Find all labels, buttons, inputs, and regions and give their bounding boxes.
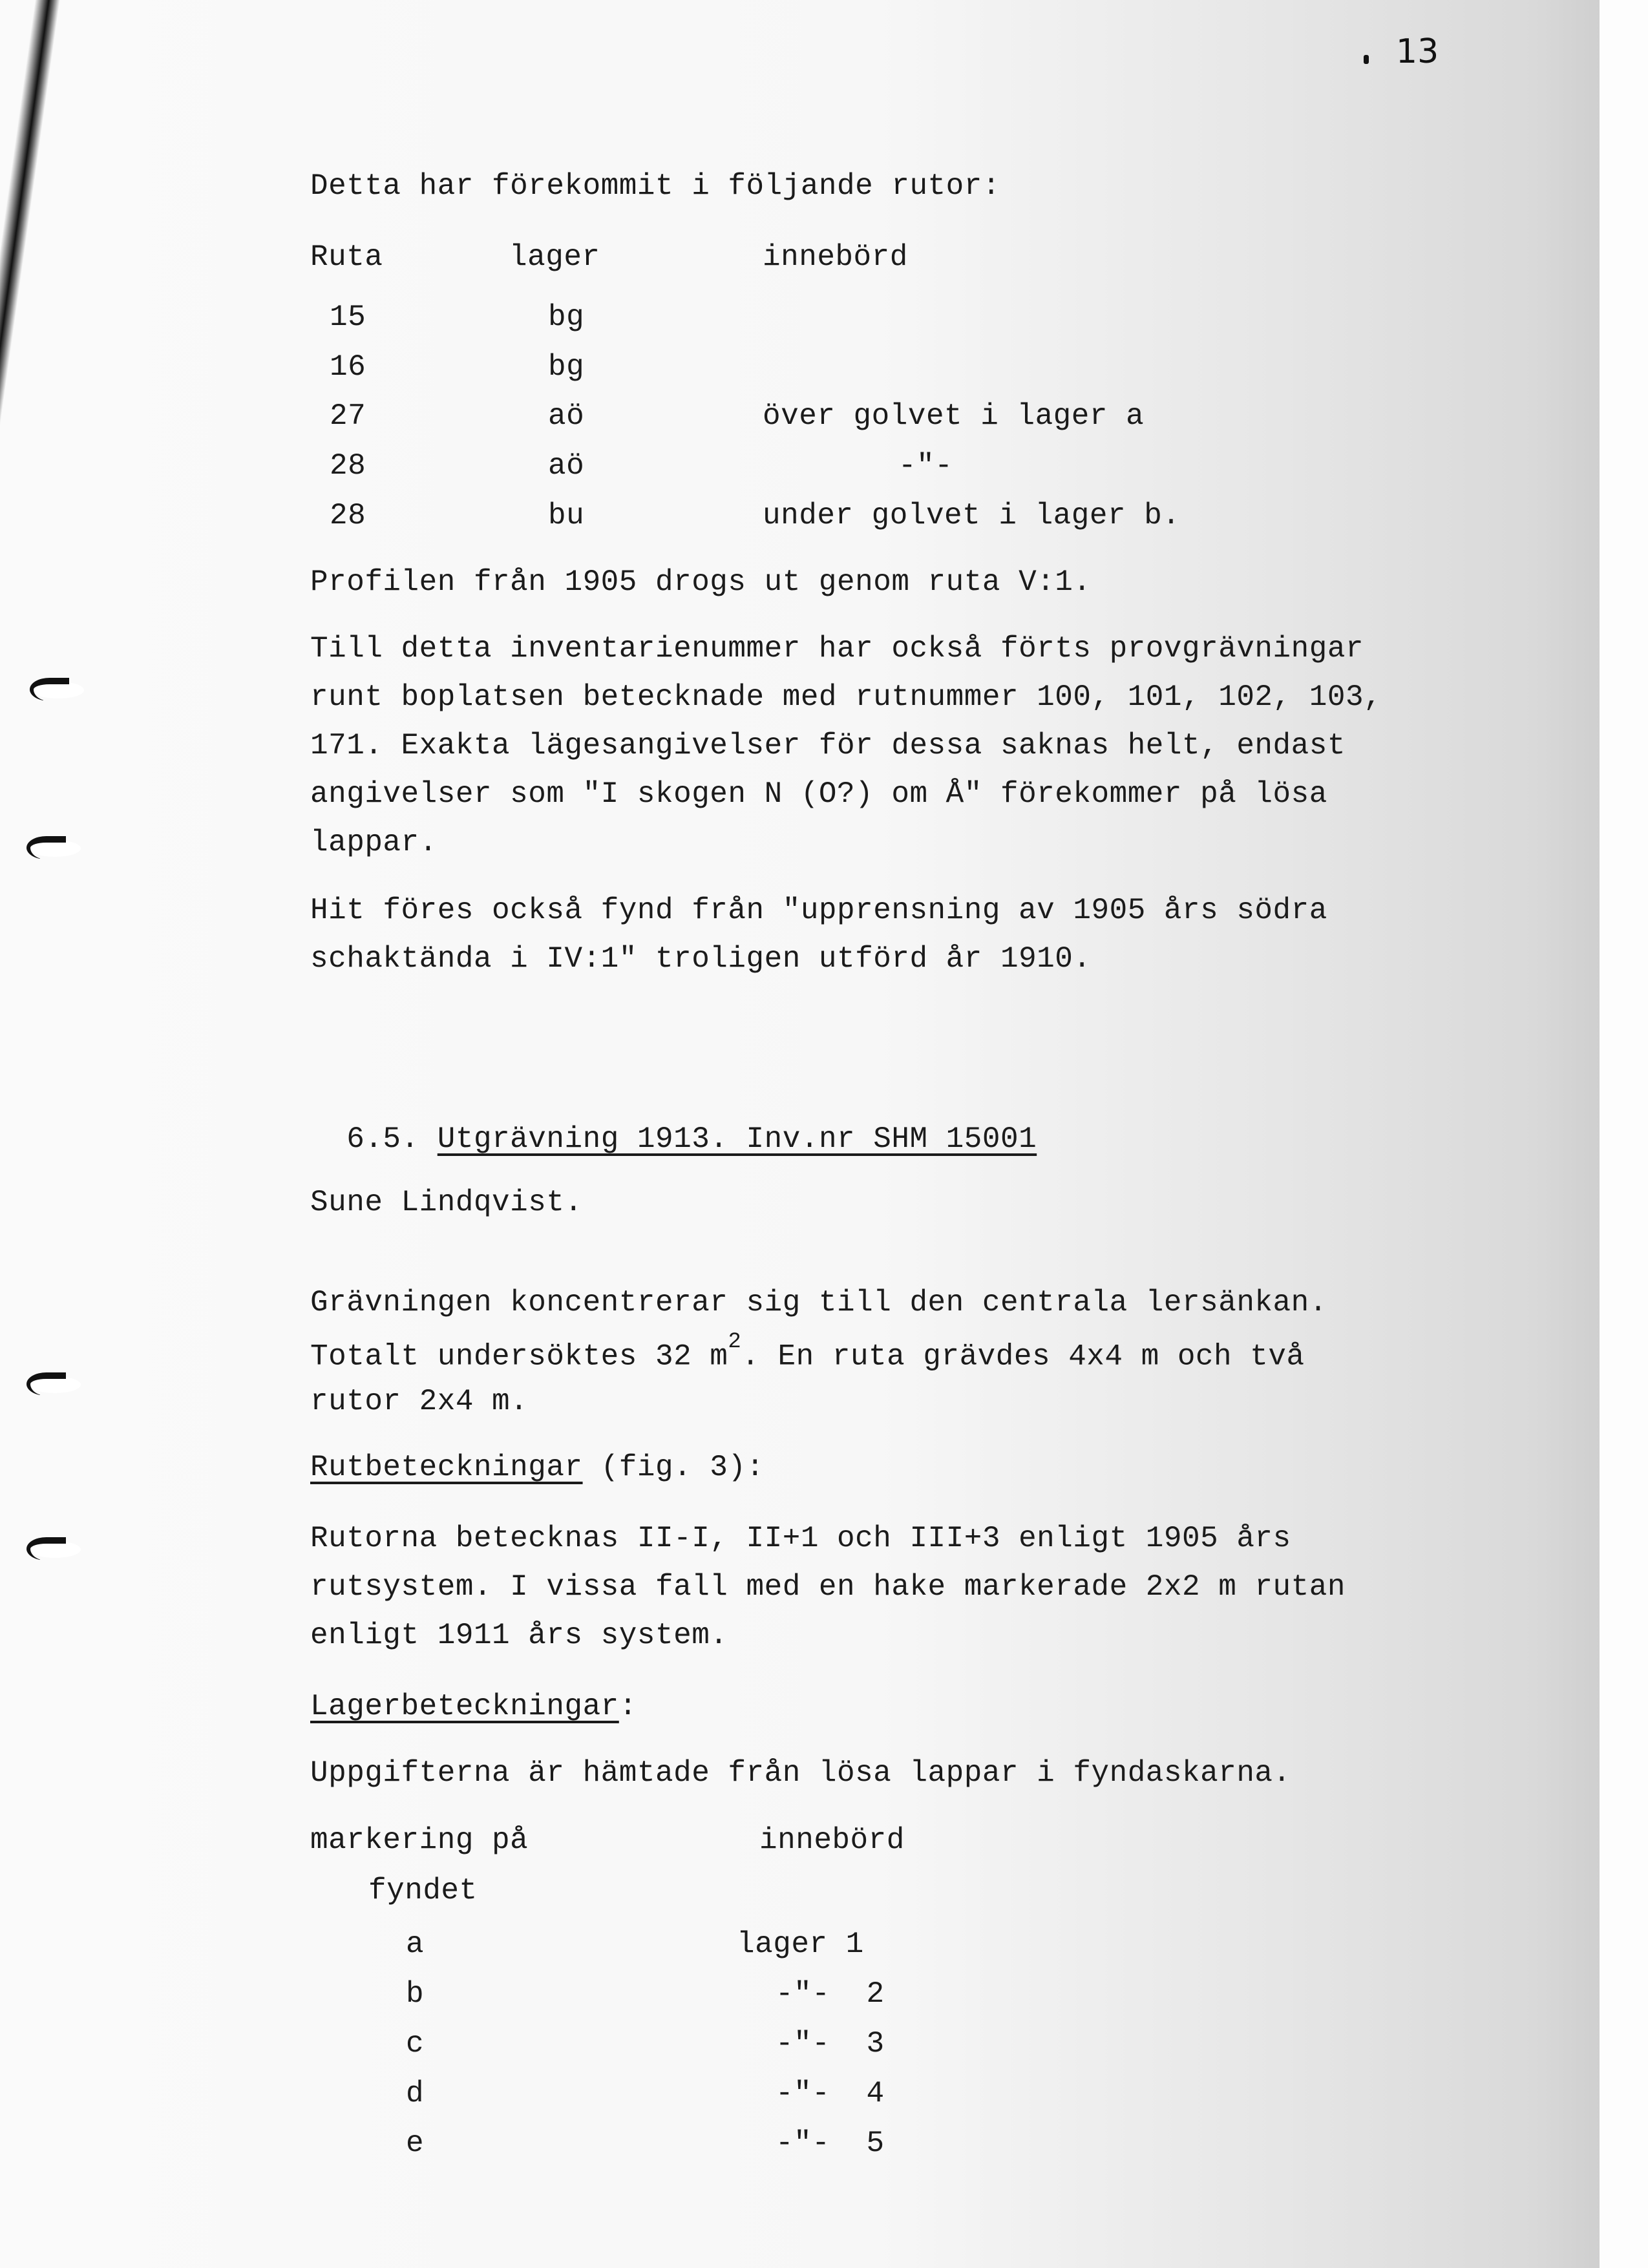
subheading-suffix: : [618,1690,637,1723]
table2-header-markering: markering på [310,1823,529,1857]
paragraph-line: Hit föres också fynd från "upprensning av 1905 års södra [310,894,1327,927]
subheading-lagerbeteckningar [310,1690,637,1723]
text-span: . En ruta grävdes 4x4 m och två [741,1339,1305,1374]
table1-header-ruta: Ruta [310,240,383,274]
section-heading [310,1089,1037,1156]
paragraph-line [310,1330,1305,1374]
author: Sune Lindqvist. [310,1186,583,1219]
text-span: Totalt undersöktes 32 m [310,1339,728,1374]
page-edge [1600,0,1648,2268]
innebord-cell: lager 1 [737,1927,864,1961]
binder-hole-icon [29,1541,81,1558]
lager-cell: aö [548,399,585,433]
lager-cell: bu [548,499,585,532]
lager-cell: aö [548,449,585,483]
lager-cell: bg [548,300,585,334]
paragraph-line: angivelser som "I skogen N (O?) om Å" förekommer på lösa [310,777,1327,811]
subheading-rutbeteckningar [310,1451,765,1484]
innebord-cell: -"- 2 [776,1977,885,2011]
innebord-cell: -"- 5 [776,2126,885,2160]
lager-cell: bg [548,350,585,384]
ruta-cell: 27 [330,399,366,433]
paragraph-line: Grävningen koncentrerar sig till den centrala lersänkan. [310,1286,1327,1319]
subheading-suffix: (fig. 3): [582,1451,765,1484]
mark-cell: b [406,1977,425,2011]
mark-cell: a [406,1927,425,1961]
mark-cell: c [406,2027,425,2061]
paragraph-line: Rutorna betecknas II-I, II+1 och III+3 enligt 1905 års [310,1522,1291,1555]
section-title: Utgrävning 1913. Inv.nr SHM 15001 [437,1122,1037,1156]
paragraph-line: runt boplatsen betecknade med rutnummer 100, 101, 102, 103, [310,680,1382,714]
paragraph-line: Uppgifterna är hämtade från lösa lappar i fyndaskarna. [310,1756,1291,1790]
ruta-cell: 28 [330,449,366,483]
innebord-cell: -"- 3 [776,2027,885,2061]
innebord-cell: över golvet i lager a [763,399,1145,433]
innebord-cell: under golvet i lager b. [763,499,1181,532]
subheading-label: Rutbeteckningar [310,1451,583,1484]
table1-header-innebord: innebörd [763,240,908,274]
innebord-cell: -"- 4 [776,2077,885,2110]
innebord-cell: -"- [898,449,953,483]
table2-header-innebord: innebörd [759,1823,905,1857]
paragraph-line: lappar. [310,826,438,859]
paragraph-line: Till detta inventarienummer har också förts provgrävningar [310,632,1364,666]
table2-header-fyndet: fyndet [368,1874,478,1907]
binder-hole-icon [32,682,84,698]
paragraph-line: 171. Exakta lägesangivelser för dessa saknas helt, endast [310,729,1346,762]
paragraph-line: enligt 1911 års system. [310,1619,728,1652]
superscript: 2 [728,1330,742,1354]
mark-cell: e [406,2126,425,2160]
binder-hole-icon [29,1376,81,1393]
paragraph-line: Profilen från 1905 drogs ut genom ruta V:1. [310,565,1092,599]
page-number: 13 [1396,32,1439,71]
ruta-cell: 16 [330,350,366,384]
paragraph-line: rutor 2x4 m. [310,1385,529,1418]
table1-header-lager: lager [509,240,600,274]
paragraph-line: schaktända i IV:1" troligen utförd år 1910. [310,942,1092,976]
intro-line: Detta har förekommit i följande rutor: [310,169,1000,203]
subheading-label: Lagerbeteckningar [310,1690,619,1723]
section-number: 6.5. [346,1122,419,1156]
binder-hole-icon [29,840,81,857]
mark-dot [1364,55,1369,64]
ruta-cell: 15 [330,300,366,334]
paragraph-line: rutsystem. I vissa fall med en hake markerade 2x2 m rutan [310,1570,1346,1604]
ruta-cell: 28 [330,499,366,532]
mark-cell: d [406,2077,425,2110]
